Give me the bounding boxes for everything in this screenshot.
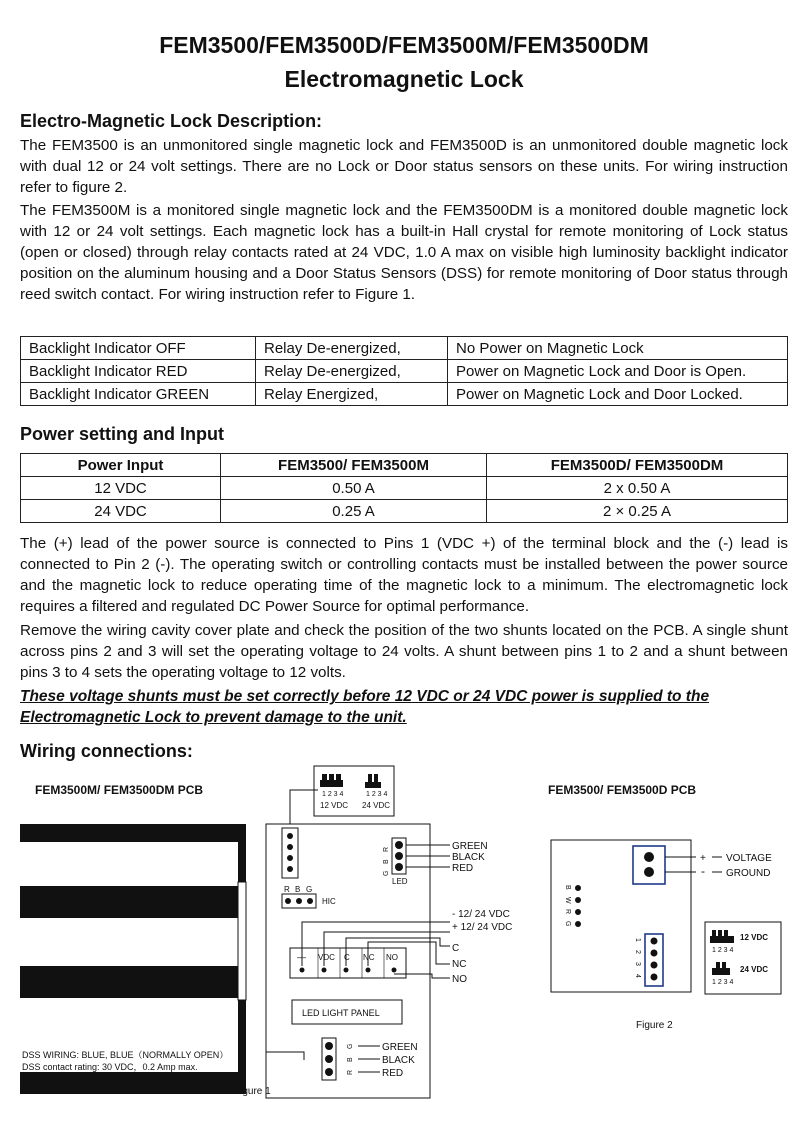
fig2-pin-2: 2 <box>634 950 641 954</box>
figure-1-caption: Figure 1 <box>234 1086 271 1097</box>
table-header-row <box>21 454 788 477</box>
fig2-shunt-inset <box>705 922 781 994</box>
fig1-minus-vdc: - 12/ 24 VDC <box>452 909 510 920</box>
fig1-dss-green: GREEN <box>382 1042 418 1053</box>
fig2-label-r: R <box>564 909 571 915</box>
fig2-pin-3: 3 <box>634 962 641 966</box>
fig1-red: RED <box>452 863 474 874</box>
description-heading: Electro-Magnetic Lock Description: <box>20 111 323 131</box>
fig1-no: NO <box>452 974 467 985</box>
fig1-led-panel-label: LED LIGHT PANEL <box>302 1008 380 1018</box>
table-header: FEM3500/ FEM3500M <box>221 454 487 477</box>
power-para-2: Remove the wiring cavity cover plate and check the position of the two shunts located on the PCB. A single shunt across pins 2 and 3 will set the operating voltage to 24 volts. A shunt between pins 1 to 2 and a shunt between pins 3 to 4 sets the operating voltage to 12 volts. <box>20 622 788 681</box>
power-heading: Power setting and Input <box>20 424 225 444</box>
fig1-term-no: NO <box>386 953 398 962</box>
fig1-12vdc: 12 VDC <box>320 801 349 810</box>
voltage-warning: These voltage shunts must be set correctly before 12 VDC or 24 VDC power is supplied to the Electromagnetic Lock to prevent damage to the unit. <box>20 688 710 726</box>
fig1-term-nc: NC <box>363 953 375 962</box>
power-table <box>20 453 788 523</box>
fig1-pins-right: 1 2 3 4 <box>366 791 388 798</box>
fig2-voltage: VOLTAGE <box>726 853 772 864</box>
fig2-pcb-label: FEM3500/ FEM3500D PCB <box>548 783 697 797</box>
table-row <box>21 500 788 523</box>
fig2-24vdc: 24 VDC <box>740 965 769 974</box>
table-cell: 24 VDC <box>21 500 221 523</box>
fig1-led-r: R <box>383 846 390 852</box>
fig1-24vdc: 24 VDC <box>362 801 391 810</box>
title-product: Electromagnetic Lock <box>284 66 524 92</box>
fig2-pins-bottom: 1 2 3 4 <box>712 979 734 986</box>
fig1-dss-black: BLACK <box>382 1055 415 1066</box>
fig1-shunt-header <box>282 828 298 878</box>
fig2-pins-top: 1 2 3 4 <box>712 947 734 954</box>
fig1-term-vdc: VDC <box>318 953 335 962</box>
fig2-pcb-board <box>551 840 691 992</box>
description-para-2: The FEM3500M is a monitored single magnetic lock and the FEM3500DM is a monitored double magnetic lock with 12 or 24 volt settings. Each magnetic lock has a built-in Hall crystal for remote monitoring of Lock status (open or closed) through relay contacts rated at 24 VDC, 1.0 A max on visible high luminosity backlight indicator position on the aluminum housing and a Door Status Sensors (DSS) for remote monitoring of Door status through reed switch contact. For wiring instruction refer to Figure 1. <box>20 202 788 303</box>
table-cell: 0.50 A <box>221 477 487 500</box>
table-row <box>21 383 788 406</box>
fig1-led-g: G <box>383 870 390 876</box>
fig2-label-w: W <box>564 897 571 904</box>
table-header: FEM3500D/ FEM3500DM <box>487 454 788 477</box>
fig1-hic-g: G <box>306 885 313 894</box>
fig1-pins-left: 1 2 3 4 <box>322 791 344 798</box>
fig1-led-label: LED <box>392 877 408 886</box>
fig1-pcb-label: FEM3500M/ FEM3500DM PCB <box>35 783 204 797</box>
fig1-nc: NC <box>452 959 467 970</box>
fig1-hic-r: R <box>284 885 290 894</box>
fig1-plus-vdc: + 12/ 24 VDC <box>452 922 513 933</box>
table-row <box>21 360 788 383</box>
wiring-diagrams <box>0 760 808 1130</box>
table-row <box>21 477 788 500</box>
fig1-term-minus: — <box>297 952 306 962</box>
shunt-inset <box>290 766 394 828</box>
table-cell: Power on Magnetic Lock and Door Locked. <box>448 383 788 406</box>
table-header: Power Input <box>21 454 221 477</box>
fig1-green: GREEN <box>452 841 488 852</box>
fig2-pin-4: 4 <box>634 974 641 978</box>
figure-2-caption: Figure 2 <box>636 1020 673 1031</box>
table-cell: Relay De-energized, <box>256 337 448 360</box>
fig1-term-c: C <box>344 953 350 962</box>
fig1-led-connector <box>383 838 488 886</box>
table-cell: Backlight Indicator OFF <box>21 337 256 360</box>
table-row <box>21 337 788 360</box>
fig1-dss-r-letter: R <box>347 1069 354 1075</box>
fig2-12vdc: 12 VDC <box>740 933 769 942</box>
table-cell: Relay De-energized, <box>256 360 448 383</box>
table-cell: 2 × 0.25 A <box>487 500 788 523</box>
fig1-dss-red: RED <box>382 1068 404 1079</box>
title-models: FEM3500/FEM3500D/FEM3500M/FEM3500DM <box>159 32 649 58</box>
fig1-dss-wiring: DSS WIRING: BLUE, BLUE（NORMALLY OPEN） <box>22 1050 229 1060</box>
backlight-table <box>20 336 788 406</box>
fig1-c: C <box>452 943 460 954</box>
fig1-led-b: B <box>383 859 390 864</box>
fig1-hic-b: B <box>295 885 301 894</box>
fig2-plus: + <box>700 853 706 864</box>
fig1-dss-b-letter: B <box>347 1057 354 1062</box>
table-cell: 2 x 0.50 A <box>487 477 788 500</box>
table-cell: Backlight Indicator GREEN <box>21 383 256 406</box>
power-para-1: The (+) lead of the power source is connected to Pins 1 (VDC +) of the terminal block and the (-) lead is connected to Pin 2 (-). The operating switch or controlling contacts must be installed between the power source and the magnetic lock to reduce operating time of the magnetic lock to a minimum. The electromagnetic lock requires a filtered and regulated DC Power Source for optimal performance. <box>20 535 788 615</box>
table-cell: Relay Energized, <box>256 383 448 406</box>
table-cell: Backlight Indicator RED <box>21 360 256 383</box>
fig2-power-connector <box>633 846 772 884</box>
fig2-label-g: G <box>564 921 571 927</box>
fig1-hic-label: HIC <box>322 897 336 906</box>
fig1-black: BLACK <box>452 852 485 863</box>
table-cell: Power on Magnetic Lock and Door is Open. <box>448 360 788 383</box>
wiring-heading: Wiring connections: <box>20 741 193 761</box>
table-cell: No Power on Magnetic Lock <box>448 337 788 360</box>
fig2-minus: - <box>701 864 705 878</box>
fig2-label-b: B <box>564 885 571 890</box>
fig2-ground: GROUND <box>726 868 771 879</box>
fig2-pin-1: 1 <box>634 938 641 942</box>
table-cell: 0.25 A <box>221 500 487 523</box>
description-para-1: The FEM3500 is an unmonitored single magnetic lock and FEM3500D is an unmonitored double magnetic lock with dual 12 or 24 volt settings. There are no Lock or Door status sensors on these units. For wiring instruction refer to figure 2. <box>20 137 788 196</box>
table-cell: 12 VDC <box>21 477 221 500</box>
fig1-dss-g-letter: G <box>347 1043 354 1049</box>
fig1-dss-rating: DSS contact rating: 30 VDC，0.2 Amp max. <box>22 1062 198 1072</box>
